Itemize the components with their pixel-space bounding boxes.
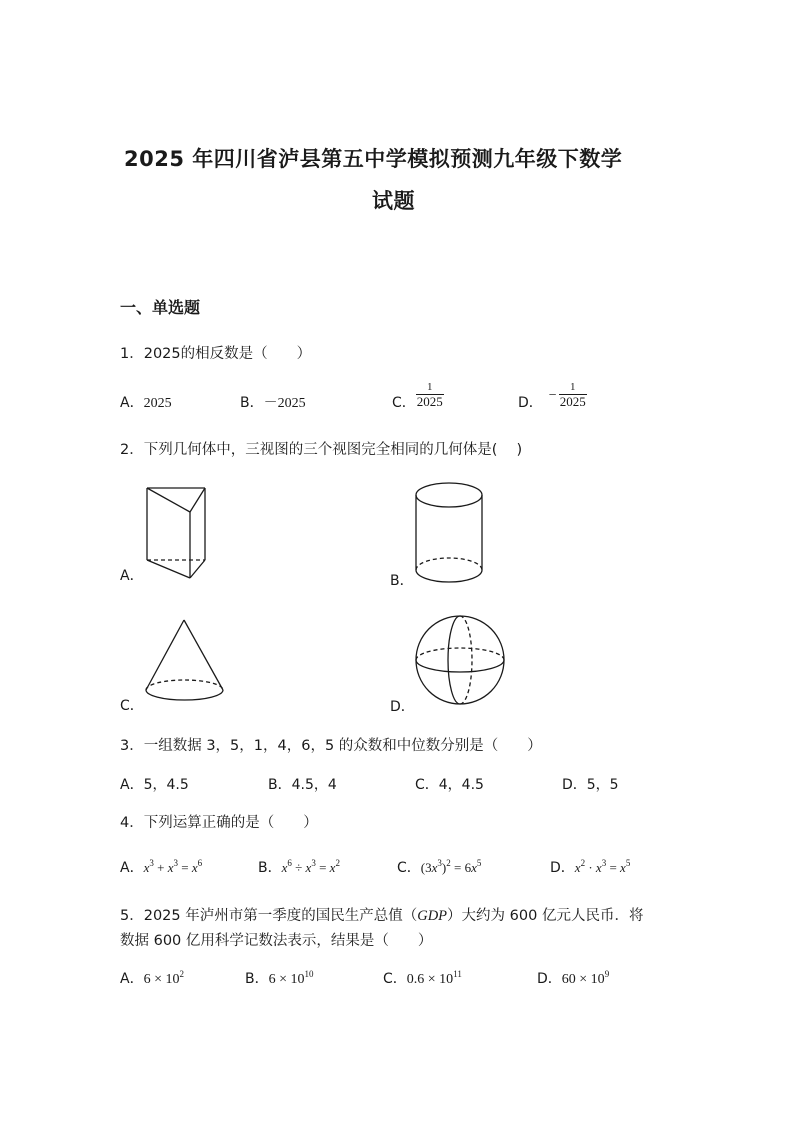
var: x [431, 860, 438, 875]
option-label: B． [245, 971, 269, 987]
op: = 6 [450, 860, 472, 875]
op: · [585, 860, 596, 875]
value: 6 × 10 [143, 972, 180, 987]
exp: 3 [601, 858, 607, 868]
option-label: D． [550, 860, 575, 876]
exponent: 2 [179, 969, 184, 979]
option-value: 2025 [143, 396, 172, 411]
var: x [471, 860, 477, 875]
op: = [606, 860, 621, 875]
op: ÷ [291, 860, 306, 875]
q3-option-b[interactable]: B．4.5，4 [268, 777, 337, 793]
question-5-stem-line-1 [120, 904, 643, 925]
option-label: C． [397, 860, 421, 876]
exp: 2 [580, 858, 586, 868]
section-header: 一、单选题 [120, 298, 201, 317]
cone-icon [146, 620, 223, 700]
gdp-abbrev: GDP [417, 908, 448, 924]
text: 5．2025 年泸州市第一季度的国民生产总值（ [120, 908, 418, 924]
exp: 3 [149, 858, 154, 868]
q5-option-c[interactable] [383, 968, 462, 988]
value: 0.6 × 10 [406, 972, 454, 987]
exp: 6 [287, 858, 292, 868]
exp: 2 [335, 858, 340, 868]
op: = [315, 860, 330, 875]
var: x [329, 860, 336, 875]
q4-option-a[interactable] [120, 857, 202, 877]
minus-sign: − [548, 387, 557, 403]
exp: 3 [173, 858, 178, 868]
math-expression [421, 860, 482, 875]
triangular-prism-icon [147, 488, 205, 578]
sphere-icon [416, 616, 504, 704]
value: 6 × 10 [268, 972, 305, 987]
q2-option-b-label[interactable]: B． [390, 573, 414, 589]
exponent: 9 [604, 969, 610, 979]
exp: 2 [446, 858, 451, 868]
paren-close: ) [441, 860, 447, 875]
question-4-stem: 4．下列运算正确的是（ ） [120, 815, 318, 831]
question-3-stem: 3．一组数据 3，5，1，4，6，5 的众数和中位数分别是（ ） [120, 738, 542, 754]
exp: 3 [437, 858, 442, 868]
option-label: B． [258, 860, 282, 876]
q2-option-c-label[interactable]: C． [120, 698, 144, 714]
var: x [305, 860, 312, 875]
var: x [620, 860, 626, 875]
var: x [167, 860, 174, 875]
denominator: 2025 [559, 394, 586, 409]
q5-option-a[interactable] [120, 968, 184, 988]
q5-option-d[interactable] [537, 968, 609, 988]
q2-option-d-label[interactable]: D． [390, 699, 415, 715]
q4-option-b[interactable] [258, 857, 340, 877]
option-label: D． [518, 394, 543, 411]
q5-option-b[interactable] [245, 968, 314, 988]
math-expression [144, 860, 203, 875]
var: x [281, 860, 288, 875]
option-label: B． [240, 395, 264, 411]
q2-option-a-label[interactable]: A． [120, 568, 144, 584]
paren-open: (3 [420, 860, 432, 875]
denominator: 2025 [416, 394, 443, 409]
numerator: 1 [569, 381, 576, 393]
exp: 5 [625, 858, 631, 868]
value: 60 × 10 [561, 972, 605, 987]
title-line-1: 2025 年四川省泸县第五中学模拟预测九年级下数学 [124, 147, 623, 171]
exp: 3 [311, 858, 316, 868]
q3-option-c[interactable]: C．4，4.5 [415, 777, 484, 793]
option-label: D． [537, 971, 562, 987]
var: x [191, 860, 198, 875]
option-label: A． [120, 971, 144, 987]
exp: 6 [197, 858, 203, 868]
q4-option-c[interactable] [397, 857, 481, 877]
q3-option-a[interactable]: A．5，4.5 [120, 777, 189, 793]
option-label: C． [383, 971, 407, 987]
op: = [177, 860, 192, 875]
text: ）大约为 600 亿元人民币．将 [447, 908, 644, 924]
question-1-stem: 1．2025的相反数是（ ） [120, 346, 312, 362]
exponent: 10 [304, 969, 314, 979]
math-expression [282, 860, 340, 875]
question-5-stem-line-2: 数据 600 亿用科学记数法表示，结果是（ ） [120, 933, 433, 949]
exponent: 11 [453, 969, 462, 979]
math-expression [575, 860, 631, 875]
var: x [143, 860, 150, 875]
option-label: A． [120, 395, 144, 411]
var: x [574, 860, 581, 875]
var: x [595, 860, 602, 875]
exp: 5 [476, 858, 482, 868]
option-label: C． [392, 394, 416, 411]
cylinder-icon [416, 483, 482, 582]
option-value: －2025 [263, 396, 306, 411]
question-2-stem: 2．下列几何体中，三视图的三个视图完全相同的几何体是( ) [120, 442, 523, 458]
q3-option-d[interactable]: D．5，5 [562, 777, 619, 793]
option-label: A． [120, 860, 144, 876]
numerator: 1 [427, 381, 433, 393]
title-line-2: 试题 [372, 189, 415, 213]
q4-option-d[interactable] [550, 857, 630, 877]
op: + [153, 860, 168, 875]
